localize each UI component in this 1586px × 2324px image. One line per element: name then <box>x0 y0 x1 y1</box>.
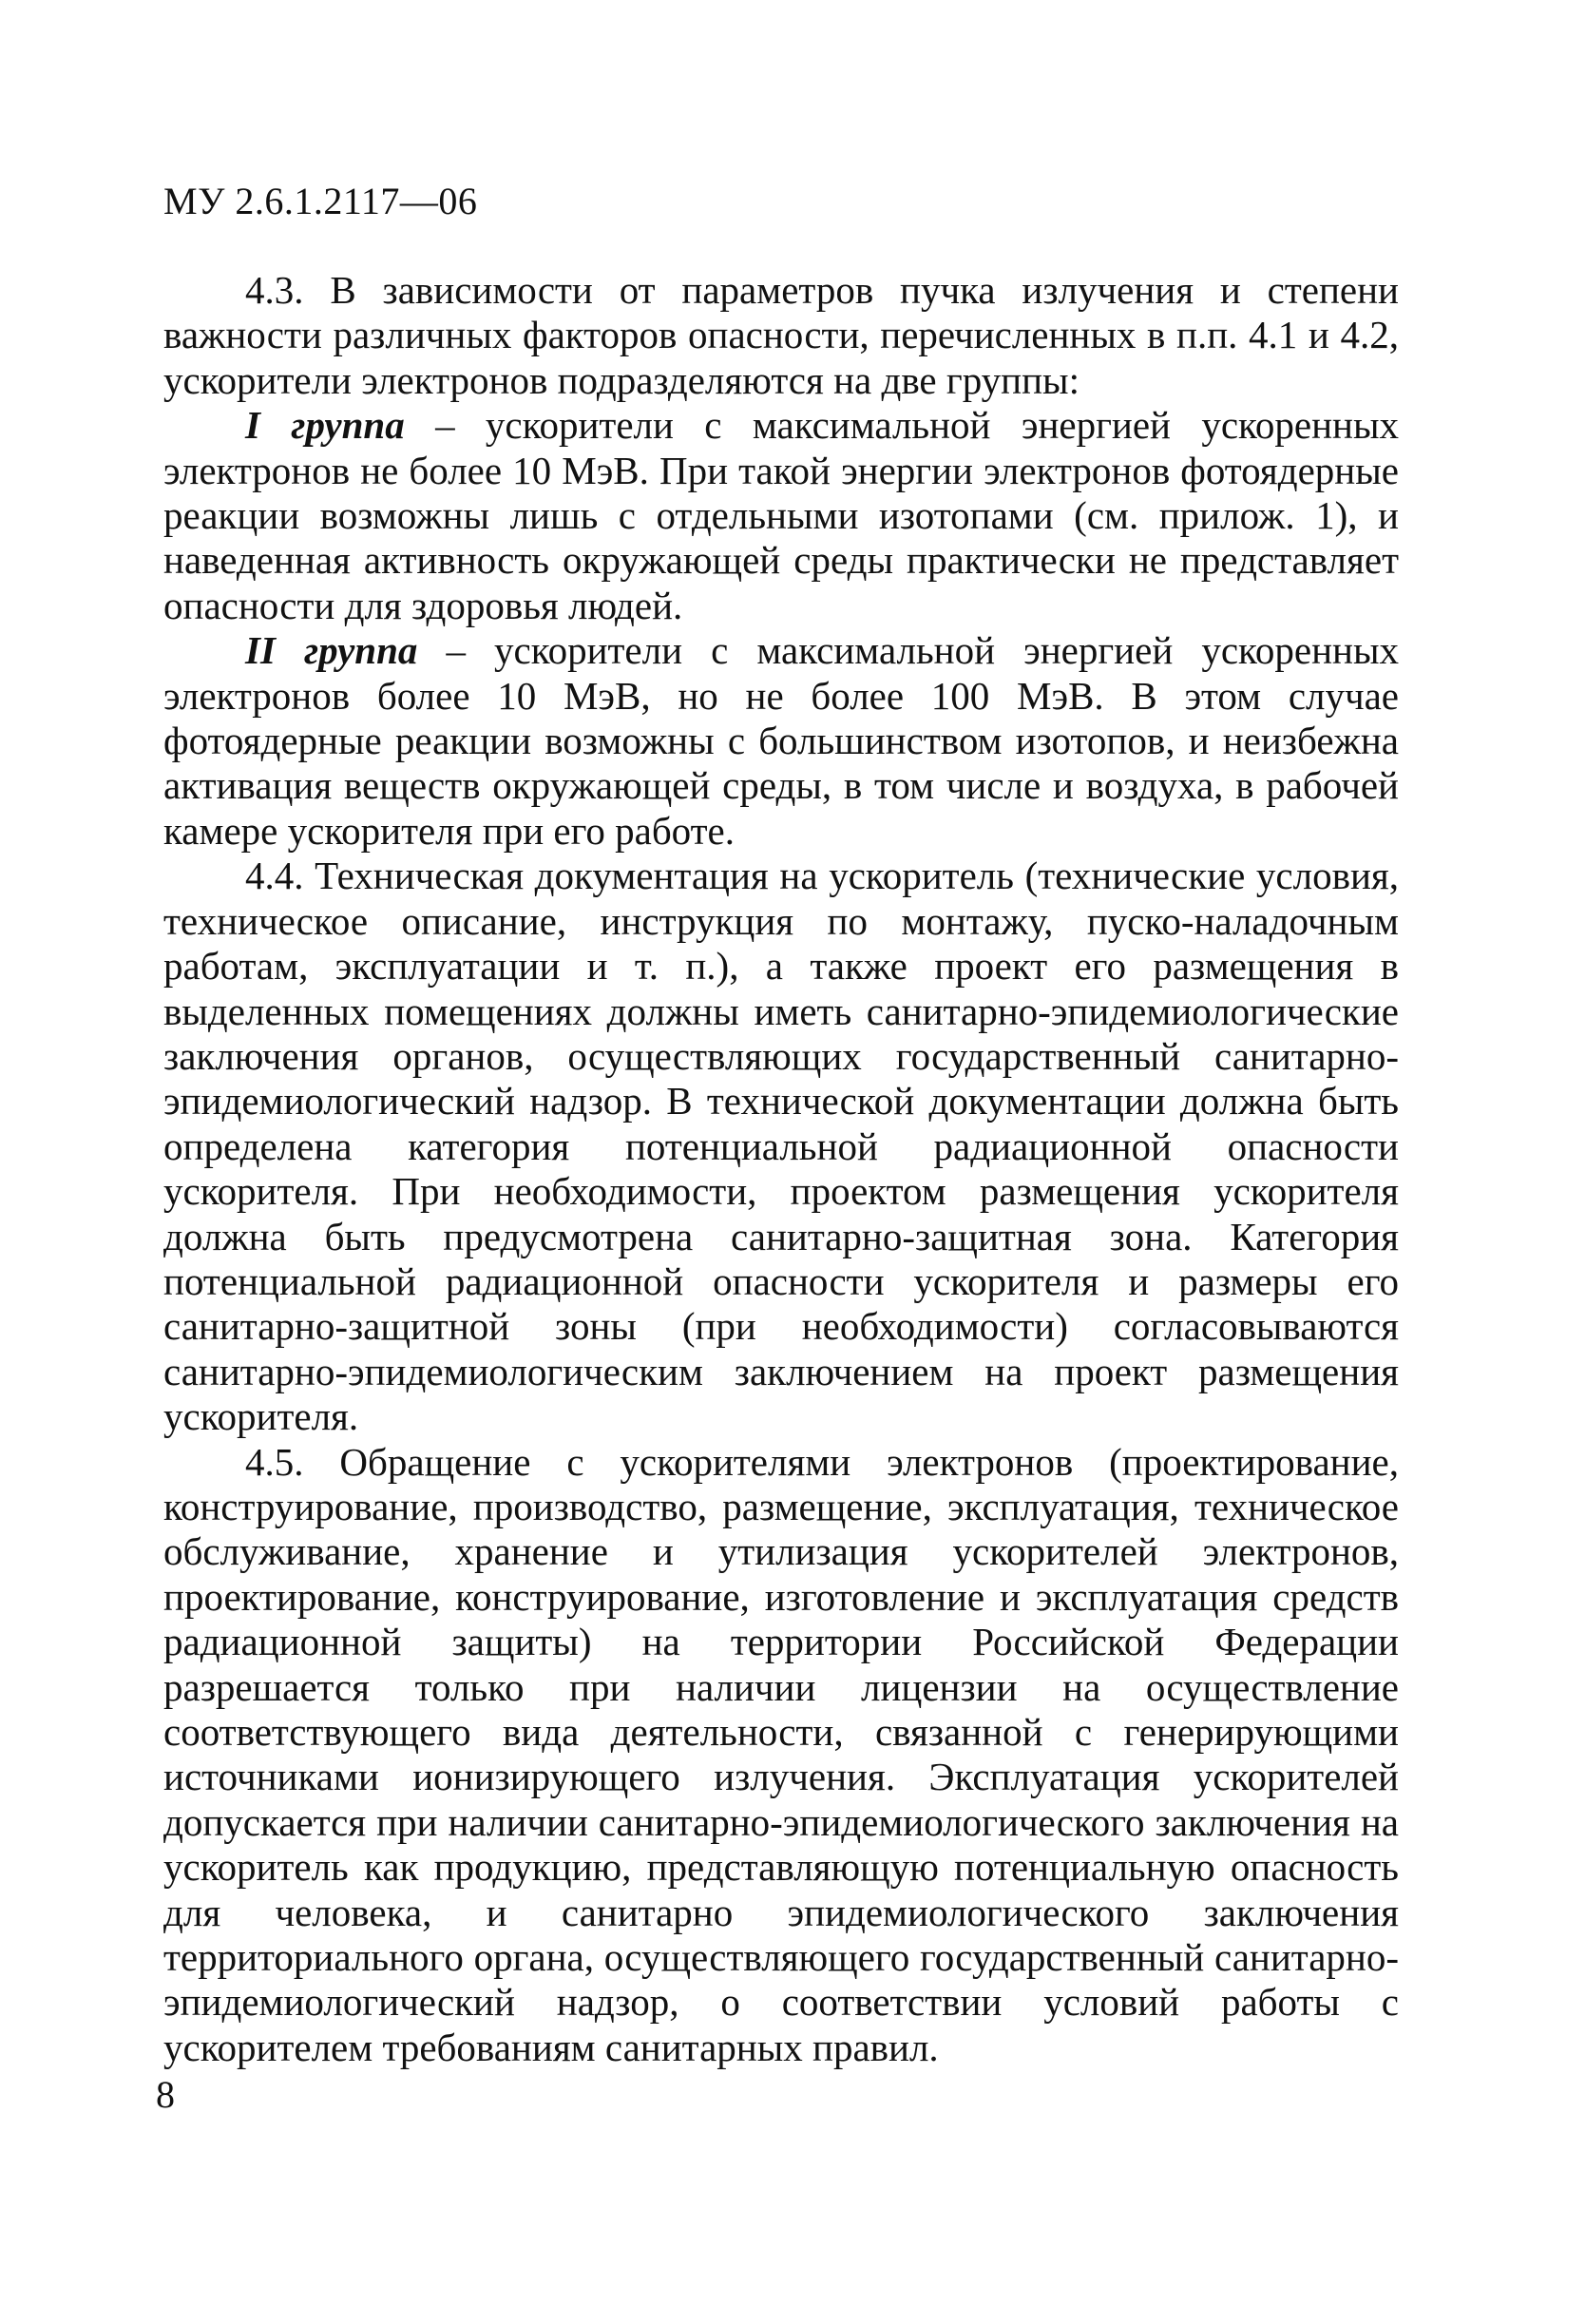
document-body <box>163 268 1399 2070</box>
paragraph-4-3 <box>163 268 1399 403</box>
paragraph-4-5 <box>163 1440 1399 2071</box>
paragraph-text: – ускорители с максимальной энергией ускоренных электронов не более 10 МэВ. При такой энергии электронов фотоядерные реакции возможны лишь с отдельными изотопами (см. прилож. 1), и наведенная активность окружающей среды практически не представляет опасности для здоровья людей. <box>163 403 1399 627</box>
paragraph-group-1 <box>163 403 1399 628</box>
group-label: II группа <box>245 628 418 673</box>
group-label: I группа <box>245 403 405 448</box>
document-code: МУ 2.6.1.2117—06 <box>163 180 478 222</box>
page-number: 8 <box>156 2073 175 2116</box>
paragraph-group-2 <box>163 628 1399 854</box>
paragraph-text: 4.4. Техническая документация на ускоритель (технические условия, техническое описание, инструкция по монтажу, пуско-наладочным работам, эксплуатации и т. п.), а также проект его размещения в выделенных помещениях должны иметь санитарно-эпидемиологические заключения органов, осуществляющих государственный санитарно-эпидемиологический надзор. В технической документации должна быть определена категория потенциальной радиационной опасности ускорителя. При необходимости, проектом размещения ускорителя должна быть предусмотрена санитарно-защитная зона. Категория потенциальной радиационной опасности ускорителя и размеры его санитарно-защитной зоны (при необходимости) согласовываются санитарно-эпидемиологическим заключением на проект размещения ускорителя. <box>163 854 1399 1439</box>
paragraph-text: 4.5. Обращение с ускорителями электронов (проектирование, конструирование, производство, размещение, эксплуатация, техническое обслуживание, хранение и утилизация ускорителей электронов, проектирование, конструирование, изготовление и эксплуатация средств радиационной защиты) на территории Российской Федерации разрешается только при наличии лицензии на осуществление соответствующего вида деятельности, связанной с генерирующими источниками ионизирующего излучения. Эксплуатация ускорителей допускается при наличии санитарно-эпидемиологического заключения на ускоритель как продукцию, представляющую потенциальную опасность для человека, и санитарно эпидемиологического заключения территориального органа, осуществляющего государственный санитарно-эпидемиологический надзор, о соответствии условий работы с ускорителем требованиям санитарных правил. <box>163 1439 1399 2069</box>
paragraph-text: 4.3. В зависимости от параметров пучка излучения и степени важности различных факторов опасности, перечисленных в п.п. 4.1 и 4.2, ускорители электронов подразделяются на две группы: <box>163 268 1399 402</box>
paragraph-4-4 <box>163 854 1399 1439</box>
paragraph-text: – ускорители с максимальной энергией ускоренных электронов более 10 МэВ, но не более 100 МэВ. В этом случае фотоядерные реакции возможны с большинством изотопов, и неизбежна активация веществ окружающей среды, в том числе и воздуха, в рабочей камере ускорителя при его работе. <box>163 628 1399 853</box>
